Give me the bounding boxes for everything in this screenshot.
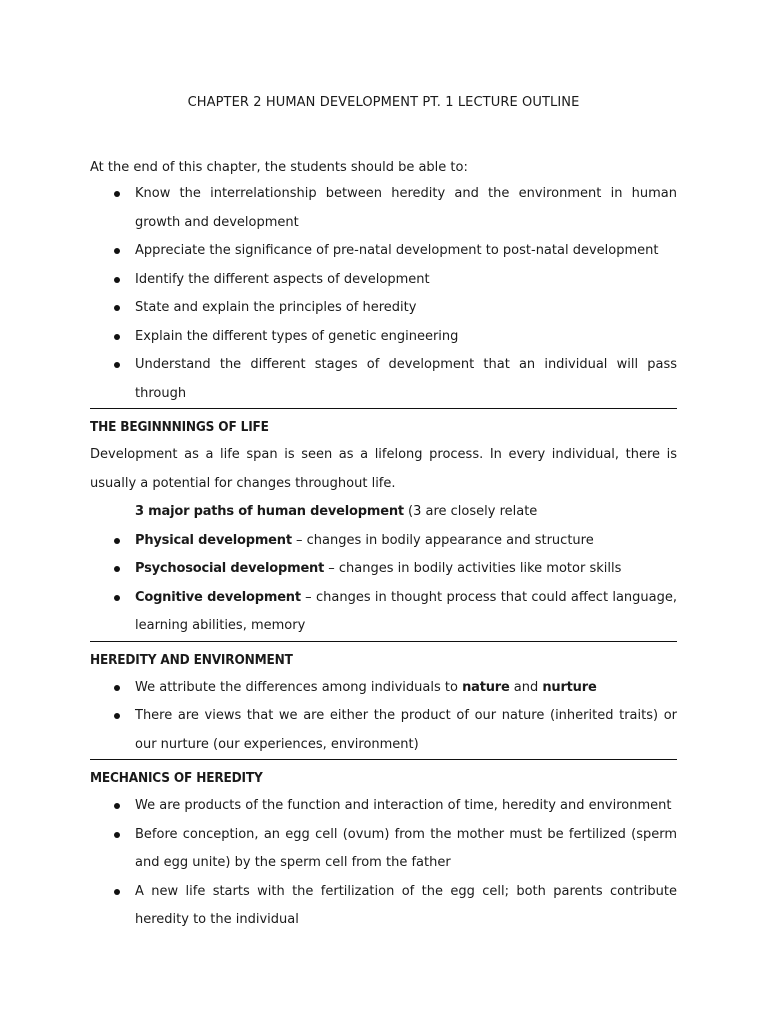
- term-label: Cognitive development: [135, 589, 301, 605]
- document-title: CHAPTER 2 HUMAN DEVELOPMENT PT. 1 LECTURE OUTLINE: [187, 95, 580, 110]
- section-paragraph: Development as a life span is seen as a lifelong process. In every individual, there is usually a potential for changes throughout life.: [90, 447, 677, 491]
- section-heading: HEREDITY AND ENVIRONMENT: [90, 651, 293, 668]
- list-item: We are products of the function and interaction of time, heredity and environment: [90, 792, 677, 821]
- mechanics-list: [90, 792, 677, 935]
- section-heading: MECHANICS OF HEREDITY: [90, 770, 263, 786]
- list-item: There are views that we are either the product of our nature (inherited traits) or our nurture (our experiences, environment): [90, 702, 677, 759]
- intro-text: At the end of this chapter, the students should be able to:: [90, 160, 468, 175]
- list-item: [90, 527, 677, 556]
- section-mechanics: [90, 764, 677, 935]
- nurture-term: nurture: [542, 679, 597, 695]
- heredity-list: [90, 674, 677, 760]
- list-item: [90, 555, 677, 584]
- paths-list: [90, 527, 677, 641]
- list-item: [90, 584, 677, 641]
- term-description: – changes in bodily activities like motor skills: [324, 561, 622, 576]
- list-item: A new life starts with the fertilization of the egg cell; both parents contribute heredity to the individual: [90, 878, 677, 935]
- subheading-bold: 3 major paths of human development: [135, 504, 404, 519]
- section-heredity-environment: [90, 646, 677, 761]
- section-heading: THE BEGINNNINGS OF LIFE: [90, 419, 269, 435]
- list-item: Identify the different aspects of development: [90, 266, 677, 295]
- subheading-rest: (3 are closely relate: [403, 504, 538, 519]
- list-item: Before conception, an egg cell (ovum) from the mother must be fertilized (sperm and egg unite) by the sperm cell from the father: [90, 821, 677, 878]
- document-body: [90, 92, 677, 935]
- paths-subheading: [90, 498, 677, 527]
- item-text: We attribute the differences among individuals to: [135, 679, 463, 695]
- item-text: and: [509, 679, 543, 695]
- term-label: Physical development: [135, 532, 292, 548]
- section-beginnings: [90, 413, 677, 642]
- list-item: Know the interrelationship between heredity and the environment in human growth and development: [90, 180, 677, 237]
- term-description: – changes in thought process that could affect language, learning abilities, memory: [135, 589, 677, 633]
- list-item: State and explain the principles of heredity: [90, 294, 677, 323]
- list-item: [90, 674, 677, 703]
- objectives-list: [90, 180, 677, 408]
- list-item: Appreciate the significance of pre-natal development to post-natal development: [90, 237, 677, 266]
- list-item: Explain the different types of genetic engineering: [90, 323, 677, 352]
- nature-term: nature: [462, 679, 510, 695]
- term-label: Psychosocial development: [135, 561, 325, 576]
- objectives-block: [90, 180, 677, 409]
- term-description: – changes in bodily appearance and structure: [291, 532, 594, 548]
- list-item: Understand the different stages of development that an individual will pass through: [90, 351, 677, 408]
